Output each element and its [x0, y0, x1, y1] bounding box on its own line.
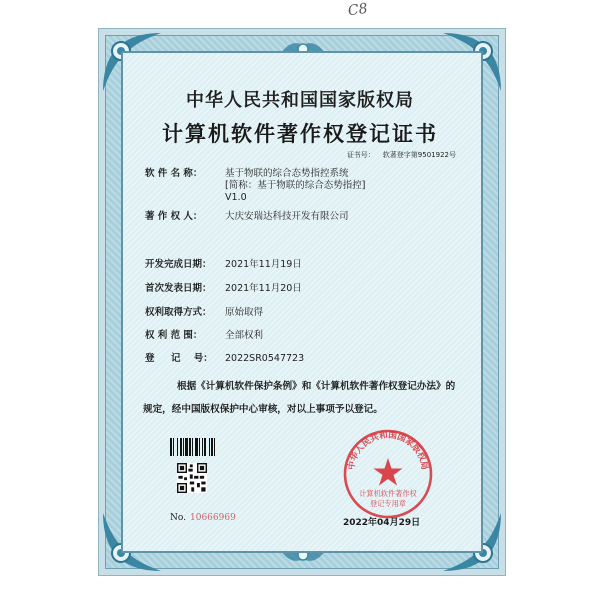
- certificate-title: 计算机软件著作权登记证书: [162, 121, 438, 146]
- barcode-bar: [209, 438, 210, 456]
- first-publish-row: [145, 283, 302, 295]
- certificate-number: [0, 150, 600, 160]
- reg-no-label: 登 记 号：: [145, 353, 213, 364]
- barcode-bar: [202, 438, 203, 456]
- scope-label: 权 利 范 围：: [145, 330, 203, 341]
- barcode-bar: [214, 438, 215, 456]
- certificate-number-label: 证书号：: [346, 151, 375, 159]
- dev-complete-value: 2021年11月19日: [225, 259, 302, 270]
- barcode-bar: [195, 438, 198, 456]
- serial-number: [170, 513, 236, 523]
- official-seal: [342, 428, 434, 520]
- barcode-bar: [211, 438, 213, 456]
- software-name-line: [简称：基于物联的综合态势指控]: [225, 180, 366, 191]
- barcode-bar: [189, 438, 191, 456]
- software-name-line: V1.0: [225, 192, 247, 203]
- statement-line-2: 规定，经中国版权保护中心审核，对以上事项予以登记。: [143, 404, 383, 415]
- seal-center-line-2: 登记专用章: [370, 499, 406, 508]
- certificate-number-value: 软著登字第9501922号: [382, 151, 456, 159]
- software-name-value: [225, 168, 365, 204]
- seal-center-line-1: 计算机软件著作权: [359, 489, 417, 498]
- barcode-bar: [177, 438, 178, 456]
- barcode-bar: [199, 438, 200, 456]
- serial-value: 10666969: [190, 513, 236, 523]
- scope-value: 全部权利: [225, 330, 264, 341]
- handwritten-note: C8: [346, 0, 369, 20]
- barcode-bar: [185, 438, 188, 456]
- issuer-title: 中华人民共和国国家版权局: [186, 90, 414, 111]
- barcode-bar: [173, 438, 174, 456]
- barcode-bar: [170, 438, 172, 456]
- first-publish-value: 2021年11月20日: [225, 283, 302, 294]
- software-name-line: 基于物联的综合态势指控系统: [225, 168, 349, 179]
- copyright-owner-value: 大庆安瑞达科技开发有限公司: [225, 211, 349, 222]
- software-name-row: [145, 168, 366, 203]
- copyright-owner-label: 著 作 权 人：: [145, 211, 203, 222]
- acquire-row: [145, 307, 264, 319]
- seal-ring-text: 中华人民共和国国家版权局: [346, 430, 430, 471]
- barcode-bar: [180, 438, 182, 456]
- qr-code: [177, 463, 207, 493]
- reg-no-value: 2022SR0547723: [225, 353, 305, 364]
- copyright-owner-row: [145, 211, 349, 223]
- serial-label: No.: [170, 513, 186, 523]
- software-name-label: 软 件 名 称：: [145, 168, 203, 179]
- issue-date: 2022年04月29日: [343, 518, 421, 528]
- barcode-bar: [192, 438, 193, 456]
- dev-complete-label: 开发完成日期：: [145, 259, 212, 270]
- acquire-value: 原始取得: [225, 307, 264, 318]
- reg-no-row: [145, 353, 305, 365]
- barcode-bar: [204, 438, 206, 456]
- acquire-label: 权利取得方式：: [145, 307, 212, 318]
- first-publish-label: 首次发表日期：: [145, 283, 212, 294]
- statement-line-1: 根据《计算机软件保护条例》和《计算机软件著作权登记办法》的: [177, 381, 456, 392]
- scope-row: [145, 330, 264, 342]
- barcode-bar: [183, 438, 184, 456]
- dev-complete-row: [145, 259, 302, 271]
- barcode: [170, 438, 228, 456]
